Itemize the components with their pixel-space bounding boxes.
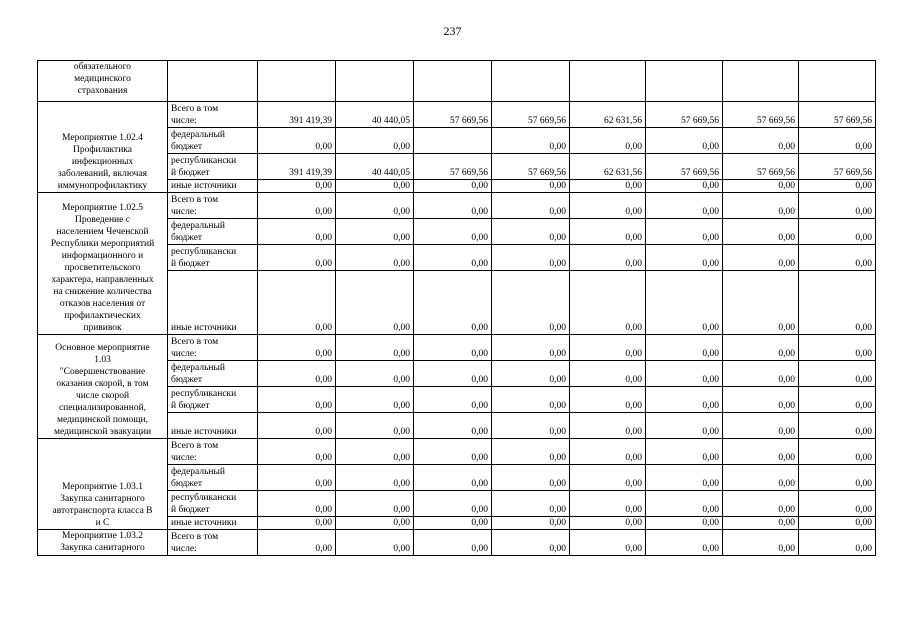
amount-cell [723, 61, 799, 102]
amount-cell: 0,00 [492, 128, 570, 154]
amount-cell: 0,00 [799, 439, 876, 465]
amount-cell: 391 419,39 [258, 102, 336, 128]
amount-cell: 0,00 [723, 530, 799, 556]
funding-source-cell: федеральный бюджет [168, 361, 258, 387]
amount-cell: 0,00 [336, 180, 414, 193]
amount-cell [492, 61, 570, 102]
amount-cell: 0,00 [723, 271, 799, 335]
amount-cell: 0,00 [570, 271, 646, 335]
amount-cell: 0,00 [723, 245, 799, 271]
amount-cell: 0,00 [799, 180, 876, 193]
table-row [38, 439, 876, 465]
amount-cell: 0,00 [336, 271, 414, 335]
amount-cell: 0,00 [414, 387, 492, 413]
amount-cell: 0,00 [336, 219, 414, 245]
amount-cell: 0,00 [646, 439, 723, 465]
activity-name-cell: Мероприятие 1.03.1 Закупка санитарного автотранспорта класса В и С [38, 439, 168, 530]
amount-cell: 0,00 [723, 335, 799, 361]
amount-cell: 0,00 [414, 465, 492, 491]
funding-source-cell: республикански й бюджет [168, 154, 258, 180]
table-row [38, 530, 876, 556]
amount-cell: 0,00 [258, 517, 336, 530]
amount-cell: 0,00 [570, 530, 646, 556]
amount-cell: 0,00 [799, 219, 876, 245]
amount-cell: 0,00 [414, 245, 492, 271]
amount-cell: 0,00 [258, 439, 336, 465]
amount-cell: 0,00 [723, 387, 799, 413]
amount-cell: 0,00 [723, 439, 799, 465]
amount-cell: 0,00 [646, 271, 723, 335]
amount-cell: 0,00 [414, 517, 492, 530]
amount-cell: 0,00 [336, 361, 414, 387]
amount-cell: 0,00 [258, 530, 336, 556]
amount-cell: 62 631,56 [570, 102, 646, 128]
funding-source-cell: иные источники [168, 180, 258, 193]
amount-cell: 0,00 [723, 219, 799, 245]
amount-cell: 57 669,56 [646, 102, 723, 128]
amount-cell: 0,00 [799, 128, 876, 154]
amount-cell: 57 669,56 [723, 102, 799, 128]
amount-cell: 0,00 [646, 245, 723, 271]
table-body [38, 61, 876, 556]
funding-source-cell: иные источники [168, 517, 258, 530]
amount-cell: 0,00 [799, 271, 876, 335]
budget-table [37, 60, 876, 556]
amount-cell: 0,00 [492, 271, 570, 335]
activity-name-cell: Основное мероприятие 1.03 "Совершенствование оказания скорой, в том числе скорой специализированной, медицинской помощи, медицинской эвакуации [38, 335, 168, 439]
amount-cell: 0,00 [258, 335, 336, 361]
amount-cell: 0,00 [799, 413, 876, 439]
amount-cell: 0,00 [492, 361, 570, 387]
amount-cell: 0,00 [570, 180, 646, 193]
amount-cell: 0,00 [570, 465, 646, 491]
amount-cell: 0,00 [336, 413, 414, 439]
amount-cell: 0,00 [646, 180, 723, 193]
amount-cell: 0,00 [646, 219, 723, 245]
page-number: 237 [443, 24, 462, 38]
amount-cell: 0,00 [258, 387, 336, 413]
amount-cell: 0,00 [799, 387, 876, 413]
amount-cell: 0,00 [570, 491, 646, 517]
amount-cell: 57 669,56 [799, 154, 876, 180]
amount-cell: 0,00 [646, 517, 723, 530]
amount-cell: 62 631,56 [570, 154, 646, 180]
amount-cell: 0,00 [414, 335, 492, 361]
amount-cell: 0,00 [414, 530, 492, 556]
amount-cell: 0,00 [414, 439, 492, 465]
funding-source-cell: Всего в том числе: [168, 530, 258, 556]
amount-cell: 0,00 [492, 530, 570, 556]
amount-cell: 0,00 [492, 335, 570, 361]
amount-cell: 0,00 [492, 465, 570, 491]
amount-cell: 0,00 [646, 465, 723, 491]
amount-cell: 0,00 [336, 465, 414, 491]
amount-cell: 0,00 [258, 465, 336, 491]
amount-cell [414, 61, 492, 102]
amount-cell: 40 440,05 [336, 102, 414, 128]
amount-cell: 0,00 [414, 271, 492, 335]
amount-cell: 0,00 [336, 439, 414, 465]
amount-cell: 0,00 [723, 361, 799, 387]
amount-cell: 57 669,56 [723, 154, 799, 180]
amount-cell [570, 61, 646, 102]
funding-source-cell: республикански й бюджет [168, 245, 258, 271]
amount-cell: 0,00 [799, 491, 876, 517]
amount-cell: 0,00 [336, 245, 414, 271]
amount-cell: 0,00 [336, 387, 414, 413]
amount-cell: 0,00 [723, 180, 799, 193]
amount-cell: 0,00 [414, 180, 492, 193]
amount-cell: 0,00 [570, 219, 646, 245]
funding-source-cell: республикански й бюджет [168, 491, 258, 517]
amount-cell: 57 669,56 [414, 102, 492, 128]
funding-source-cell: Всего в том числе: [168, 102, 258, 128]
amount-cell: 0,00 [646, 361, 723, 387]
amount-cell: 0,00 [258, 271, 336, 335]
amount-cell: 0,00 [723, 465, 799, 491]
funding-source-cell: Всего в том числе: [168, 193, 258, 219]
table-row [38, 102, 876, 128]
amount-cell: 0,00 [570, 439, 646, 465]
amount-cell: 0,00 [570, 413, 646, 439]
amount-cell: 0,00 [492, 491, 570, 517]
amount-cell: 0,00 [258, 245, 336, 271]
amount-cell: 0,00 [723, 193, 799, 219]
amount-cell: 0,00 [570, 361, 646, 387]
amount-cell: 0,00 [336, 517, 414, 530]
amount-cell: 0,00 [414, 413, 492, 439]
amount-cell: 0,00 [646, 193, 723, 219]
amount-cell: 0,00 [799, 335, 876, 361]
amount-cell: 0,00 [570, 128, 646, 154]
amount-cell: 0,00 [799, 245, 876, 271]
amount-cell: 0,00 [492, 439, 570, 465]
amount-cell: 0,00 [258, 180, 336, 193]
amount-cell: 0,00 [414, 219, 492, 245]
funding-source-cell: иные источники [168, 271, 258, 335]
funding-source-cell: Всего в том числе: [168, 439, 258, 465]
amount-cell: 0,00 [258, 413, 336, 439]
amount-cell: 0,00 [492, 413, 570, 439]
amount-cell: 0,00 [570, 245, 646, 271]
activity-name-cell: Мероприятие 1.03.2 Закупка санитарного [38, 530, 168, 556]
amount-cell: 57 669,56 [799, 102, 876, 128]
amount-cell: 0,00 [646, 491, 723, 517]
activity-name-cell: Мероприятие 1.02.5 Проведение с населением Чеченской Республики мероприятий информационного и просветительского характера, направленных на снижение количества отказов населения от профилактических прививок [38, 193, 168, 335]
amount-cell [258, 61, 336, 102]
amount-cell [646, 61, 723, 102]
funding-source-cell: республикански й бюджет [168, 387, 258, 413]
amount-cell: 0,00 [492, 387, 570, 413]
funding-source-cell: иные источники [168, 413, 258, 439]
amount-cell: 0,00 [258, 361, 336, 387]
amount-cell: 40 440,05 [336, 154, 414, 180]
amount-cell: 0,00 [258, 128, 336, 154]
amount-cell: 0,00 [258, 219, 336, 245]
amount-cell [799, 61, 876, 102]
amount-cell: 0,00 [570, 517, 646, 530]
amount-cell: 0,00 [723, 517, 799, 530]
table-row [38, 335, 876, 361]
amount-cell: 0,00 [646, 387, 723, 413]
amount-cell: 0,00 [414, 491, 492, 517]
amount-cell: 0,00 [258, 193, 336, 219]
activity-name-cell: Мероприятие 1.02.4 Профилактика инфекционных заболеваний, включая иммунопрофилактику [38, 102, 168, 193]
amount-cell: 0,00 [723, 491, 799, 517]
amount-cell: 0,00 [646, 413, 723, 439]
amount-cell: 0,00 [336, 193, 414, 219]
amount-cell: 0,00 [414, 361, 492, 387]
amount-cell: 57 669,56 [492, 102, 570, 128]
amount-cell: 0,00 [336, 491, 414, 517]
amount-cell: 0,00 [492, 517, 570, 530]
amount-cell: 57 669,56 [414, 154, 492, 180]
table-row [38, 193, 876, 219]
amount-cell: 0,00 [799, 530, 876, 556]
amount-cell: 0,00 [336, 530, 414, 556]
amount-cell: 0,00 [570, 193, 646, 219]
amount-cell: 0,00 [799, 517, 876, 530]
amount-cell: 0,00 [414, 193, 492, 219]
funding-source-cell: федеральный бюджет [168, 219, 258, 245]
amount-cell: 0,00 [799, 361, 876, 387]
amount-cell: 0,00 [492, 180, 570, 193]
amount-cell: 0,00 [492, 219, 570, 245]
amount-cell: 0,00 [336, 128, 414, 154]
amount-cell: 57 669,56 [492, 154, 570, 180]
amount-cell: 0,00 [646, 335, 723, 361]
amount-cell: 57 669,56 [646, 154, 723, 180]
table-row [38, 61, 876, 102]
amount-cell: 0,00 [492, 193, 570, 219]
amount-cell: 0,00 [646, 128, 723, 154]
amount-cell: 0,00 [258, 491, 336, 517]
amount-cell: 0,00 [799, 465, 876, 491]
amount-cell: 0,00 [723, 128, 799, 154]
activity-name-cell: обязательного медицинского страхования [38, 61, 168, 102]
funding-source-cell [168, 61, 258, 102]
amount-cell: 0,00 [570, 387, 646, 413]
amount-cell: 0,00 [492, 245, 570, 271]
amount-cell [336, 61, 414, 102]
amount-cell: 0,00 [336, 335, 414, 361]
amount-cell [414, 128, 492, 154]
funding-source-cell: федеральный бюджет [168, 465, 258, 491]
amount-cell: 0,00 [646, 530, 723, 556]
funding-source-cell: федеральный бюджет [168, 128, 258, 154]
amount-cell: 0,00 [723, 413, 799, 439]
amount-cell: 0,00 [570, 335, 646, 361]
amount-cell: 0,00 [799, 193, 876, 219]
funding-source-cell: Всего в том числе: [168, 335, 258, 361]
amount-cell: 391 419,39 [258, 154, 336, 180]
